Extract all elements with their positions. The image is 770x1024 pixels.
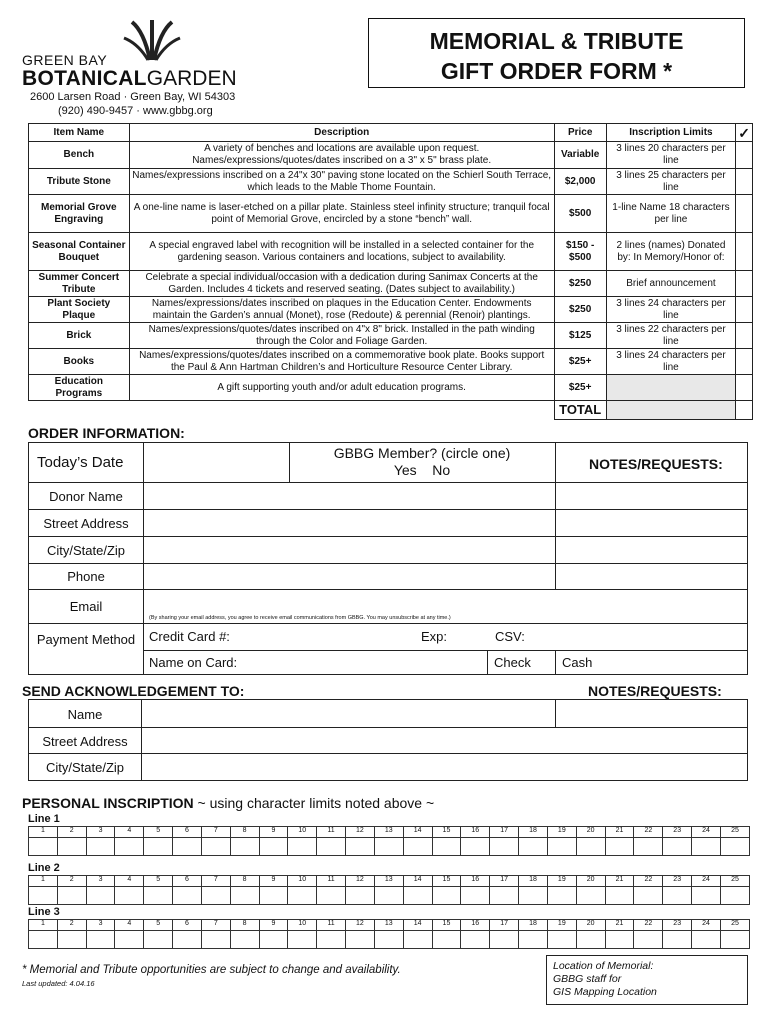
item-price: Variable	[554, 142, 606, 169]
item-name: Plant Society Plaque	[29, 297, 130, 323]
char-box[interactable]	[519, 838, 548, 856]
char-box[interactable]	[692, 931, 721, 949]
char-box[interactable]	[115, 887, 144, 905]
char-number: 16	[461, 920, 490, 931]
char-number: 6	[173, 920, 202, 931]
char-box[interactable]	[720, 931, 749, 949]
item-check-box[interactable]	[736, 169, 753, 195]
char-box[interactable]	[605, 887, 634, 905]
char-box[interactable]	[259, 931, 288, 949]
char-number: 17	[490, 920, 519, 931]
item-price: $500	[554, 195, 606, 233]
item-row	[29, 195, 753, 233]
item-price: $25+	[554, 375, 606, 401]
char-box[interactable]	[288, 838, 317, 856]
char-box[interactable]	[720, 838, 749, 856]
char-number: 4	[115, 876, 144, 887]
char-box[interactable]	[374, 931, 403, 949]
char-number: 8	[230, 827, 259, 838]
item-check-box[interactable]	[736, 142, 753, 169]
char-box[interactable]	[317, 887, 346, 905]
item-description: A gift supporting youth and/or adult education programs.	[129, 375, 554, 401]
item-check-box[interactable]	[736, 375, 753, 401]
char-box[interactable]	[57, 887, 86, 905]
char-box[interactable]	[144, 838, 173, 856]
char-number: 20	[576, 827, 605, 838]
payment-method-label: Payment Method	[36, 632, 136, 647]
item-price: $2,000	[554, 169, 606, 195]
city-label: City/State/Zip	[46, 543, 126, 558]
item-limits: 3 lines 22 characters per line	[606, 323, 736, 349]
ack-name-field[interactable]	[142, 700, 554, 727]
char-number: 18	[519, 876, 548, 887]
char-number: 2	[57, 876, 86, 887]
char-number: 12	[346, 827, 375, 838]
col-price: Price	[554, 124, 606, 142]
item-limits: Brief announcement	[606, 271, 736, 297]
char-number: 1	[29, 920, 58, 931]
char-number: 12	[346, 920, 375, 931]
char-box[interactable]	[634, 931, 663, 949]
char-box[interactable]	[692, 838, 721, 856]
char-box[interactable]	[374, 838, 403, 856]
csv-label: CSV:	[495, 629, 525, 644]
char-box[interactable]	[173, 931, 202, 949]
char-number: 18	[519, 827, 548, 838]
char-number: 22	[634, 920, 663, 931]
char-number: 9	[259, 827, 288, 838]
char-box[interactable]	[86, 931, 115, 949]
item-limits: 3 lines 25 characters per line	[606, 169, 736, 195]
char-number: 7	[201, 920, 230, 931]
char-number: 23	[663, 876, 692, 887]
char-box[interactable]	[490, 887, 519, 905]
char-number: 8	[230, 920, 259, 931]
email-label: Email	[69, 599, 103, 614]
char-number: 9	[259, 920, 288, 931]
char-box[interactable]	[288, 887, 317, 905]
char-box[interactable]	[29, 838, 58, 856]
char-box[interactable]	[576, 931, 605, 949]
char-box[interactable]	[605, 838, 634, 856]
char-number: 19	[547, 827, 576, 838]
total-label: TOTAL	[554, 401, 606, 420]
char-box[interactable]	[663, 838, 692, 856]
item-limits: 3 lines 24 characters per line	[606, 349, 736, 375]
char-number: 10	[288, 876, 317, 887]
char-number: 13	[374, 827, 403, 838]
line-1-label: Line 1	[28, 813, 60, 825]
disclaimer: * Memorial and Tribute opportunities are subject to change and availability.	[22, 964, 401, 976]
item-name: Brick	[29, 323, 130, 349]
item-row	[29, 169, 753, 195]
char-number: 7	[201, 827, 230, 838]
col-check: ✓	[736, 124, 753, 142]
char-number: 9	[259, 876, 288, 887]
order-info-box	[28, 442, 748, 675]
char-number: 17	[490, 876, 519, 887]
gift-options-table	[28, 123, 753, 420]
todays-date-label: Today’s Date	[37, 454, 124, 471]
char-number: 22	[634, 827, 663, 838]
char-number: 15	[432, 920, 461, 931]
item-price: $150 - $500	[554, 233, 606, 271]
char-box[interactable]	[519, 931, 548, 949]
char-box[interactable]	[57, 931, 86, 949]
char-box[interactable]	[29, 887, 58, 905]
char-number: 13	[374, 876, 403, 887]
name-on-card-label: Name on Card:	[149, 655, 238, 670]
fountain-logo-icon	[120, 16, 182, 62]
char-number: 14	[403, 920, 432, 931]
line-2-label: Line 2	[28, 862, 60, 874]
col-description: Description	[129, 124, 554, 142]
char-box[interactable]	[317, 931, 346, 949]
char-box[interactable]	[144, 887, 173, 905]
exp-label: Exp:	[421, 629, 448, 644]
notes-label: NOTES/REQUESTS:	[589, 456, 723, 472]
char-number: 8	[230, 876, 259, 887]
char-box[interactable]	[29, 931, 58, 949]
char-number: 25	[720, 827, 749, 838]
char-box[interactable]	[720, 887, 749, 905]
char-box[interactable]	[259, 887, 288, 905]
street-address: 2600 Larsen Road · Green Bay, WI 54303	[30, 91, 236, 103]
order-info-heading: ORDER INFORMATION:	[28, 425, 185, 441]
col-inscription-limits: Inscription Limits	[606, 124, 736, 142]
char-box[interactable]	[634, 838, 663, 856]
item-row	[29, 323, 753, 349]
char-number: 10	[288, 827, 317, 838]
char-box[interactable]	[663, 887, 692, 905]
last-updated: Last updated: 4.04.16	[22, 979, 95, 988]
item-row	[29, 233, 753, 271]
line-1-grid[interactable]	[28, 826, 750, 856]
item-row	[29, 271, 753, 297]
char-box[interactable]	[86, 887, 115, 905]
check-option[interactable]: Check	[494, 655, 531, 670]
item-check-box[interactable]	[736, 195, 753, 233]
item-name: Memorial Grove Engraving	[29, 195, 130, 233]
phone-label: Phone	[67, 569, 105, 584]
char-number: 21	[605, 920, 634, 931]
item-limits	[606, 375, 736, 401]
char-box[interactable]	[259, 838, 288, 856]
item-check-box[interactable]	[736, 297, 753, 323]
char-number: 24	[692, 920, 721, 931]
credit-card-label: Credit Card #:	[149, 629, 230, 644]
char-number: 4	[115, 920, 144, 931]
char-box[interactable]	[634, 887, 663, 905]
char-number: 11	[317, 920, 346, 931]
item-row	[29, 297, 753, 323]
char-box[interactable]	[663, 931, 692, 949]
char-box[interactable]	[576, 887, 605, 905]
char-box[interactable]	[490, 838, 519, 856]
char-box[interactable]	[346, 887, 375, 905]
item-description: A variety of benches and locations are available upon request. Names/expressions/quotes/dates inscribed on a 3" x 5" brass plate.	[129, 142, 554, 169]
char-box[interactable]	[115, 931, 144, 949]
ack-box	[28, 699, 748, 781]
char-box[interactable]	[490, 931, 519, 949]
char-box[interactable]	[201, 838, 230, 856]
item-description: Names/expressions/quotes/dates inscribed on a commemorative book plate. Books support the Paul & Ann Hartman Children’s and Horticulture Resource Center Library.	[129, 349, 554, 375]
char-number: 5	[144, 920, 173, 931]
char-number: 22	[634, 876, 663, 887]
inscription-heading: PERSONAL INSCRIPTION ~ using character limits noted above ~	[22, 795, 435, 811]
ack-city-field[interactable]	[142, 754, 746, 780]
item-name: Education Programs	[29, 375, 130, 401]
char-box[interactable]	[230, 931, 259, 949]
item-description: Names/expressions inscribed on a 24"x 30" paving stone located on the Schierl South Terrace, which leads to the Mable Thome Fountain.	[129, 169, 554, 195]
char-box[interactable]	[115, 838, 144, 856]
contact-info: (920) 490-9457 · www.gbbg.org	[58, 105, 213, 117]
char-box[interactable]	[201, 931, 230, 949]
item-check-box[interactable]	[736, 349, 753, 375]
char-number: 11	[317, 827, 346, 838]
char-number: 19	[547, 920, 576, 931]
line-3-grid[interactable]	[28, 919, 750, 949]
item-name: Books	[29, 349, 130, 375]
donor-name-field[interactable]	[144, 483, 554, 509]
item-price: $250	[554, 271, 606, 297]
char-number: 5	[144, 827, 173, 838]
char-number: 14	[403, 827, 432, 838]
item-limits: 3 lines 24 characters per line	[606, 297, 736, 323]
item-description: Names/expressions/dates inscribed on plaques in the Education Center. Endowments maintain the Garden’s annual (Monet), rose (Redoute) & perennial (Renoir) plantings.	[129, 297, 554, 323]
item-price: $125	[554, 323, 606, 349]
item-check-box[interactable]	[736, 323, 753, 349]
item-row	[29, 349, 753, 375]
char-box[interactable]	[230, 887, 259, 905]
ack-notes-label: NOTES/REQUESTS:	[588, 683, 722, 699]
char-number: 14	[403, 876, 432, 887]
char-box[interactable]	[692, 887, 721, 905]
item-description: Names/expressions/quotes/dates inscribed on 4"x 8" brick. Installed in the path winding through the Color and Foliage Garden.	[129, 323, 554, 349]
phone-field[interactable]	[144, 564, 554, 589]
ack-heading: SEND ACKNOWLEDGEMENT TO:	[22, 683, 245, 699]
item-limits: 3 lines 20 characters per line	[606, 142, 736, 169]
char-number: 18	[519, 920, 548, 931]
char-box[interactable]	[605, 931, 634, 949]
char-box[interactable]	[173, 838, 202, 856]
item-row	[29, 375, 753, 401]
char-box[interactable]	[461, 931, 490, 949]
donor-name-label: Donor Name	[49, 489, 123, 504]
char-box[interactable]	[403, 887, 432, 905]
char-box[interactable]	[403, 838, 432, 856]
char-box[interactable]	[461, 887, 490, 905]
char-box[interactable]	[86, 838, 115, 856]
char-box[interactable]	[461, 838, 490, 856]
char-number: 23	[663, 827, 692, 838]
member-yes-no[interactable]: Yes No	[393, 462, 451, 478]
char-box[interactable]	[432, 931, 461, 949]
item-name: Summer Concert Tribute	[29, 271, 130, 297]
char-number: 6	[173, 876, 202, 887]
char-number: 24	[692, 876, 721, 887]
logo-subtitle: GREEN BAY	[22, 52, 108, 68]
char-number: 2	[57, 827, 86, 838]
char-number: 5	[144, 876, 173, 887]
char-number: 15	[432, 876, 461, 887]
char-number: 3	[86, 920, 115, 931]
item-price: $25+	[554, 349, 606, 375]
total-field[interactable]	[606, 401, 736, 420]
char-number: 25	[720, 876, 749, 887]
item-check-box[interactable]	[736, 271, 753, 297]
char-box[interactable]	[288, 931, 317, 949]
char-box[interactable]	[547, 931, 576, 949]
char-box[interactable]	[374, 887, 403, 905]
char-number: 25	[720, 920, 749, 931]
item-limits: 1-line Name 18 characters per line	[606, 195, 736, 233]
char-box[interactable]	[57, 838, 86, 856]
member-question: GBBG Member? (circle one) Yes No	[289, 445, 555, 479]
col-item-name: Item Name	[29, 124, 130, 142]
item-description: Celebrate a special individual/occasion with a dedication during Sanimax Concerts at the Garden. Includes 4 tickets and reserved seating. (Dates subject to availability.)	[129, 271, 554, 297]
char-number: 20	[576, 920, 605, 931]
char-number: 19	[547, 876, 576, 887]
email-consent-note: (By sharing your email address, you agree to receive email communications from GBBG. You may unsubscribe at any time.)	[149, 615, 451, 621]
char-number: 4	[115, 827, 144, 838]
item-limits: 2 lines (names) Donated by: In Memory/Honor of:	[606, 233, 736, 271]
ack-street-label: Street Address	[42, 734, 128, 749]
city-field[interactable]	[144, 537, 554, 563]
char-number: 11	[317, 876, 346, 887]
char-number: 17	[490, 827, 519, 838]
street-address-field[interactable]	[144, 510, 554, 536]
char-number: 13	[374, 920, 403, 931]
char-box[interactable]	[547, 887, 576, 905]
logo-wordmark: BOTANICALGARDEN	[22, 67, 237, 90]
item-name: Bench	[29, 142, 130, 169]
char-number: 3	[86, 876, 115, 887]
char-box[interactable]	[346, 931, 375, 949]
ack-city-label: City/State/Zip	[45, 760, 125, 775]
item-name: Tribute Stone	[29, 169, 130, 195]
char-number: 21	[605, 827, 634, 838]
street-address-label: Street Address	[43, 516, 129, 531]
item-row	[29, 142, 753, 169]
char-box[interactable]	[519, 887, 548, 905]
char-box[interactable]	[346, 838, 375, 856]
char-box[interactable]	[144, 931, 173, 949]
total-check[interactable]	[736, 401, 753, 420]
char-box[interactable]	[317, 838, 346, 856]
char-number: 6	[173, 827, 202, 838]
char-number: 21	[605, 876, 634, 887]
char-number: 1	[29, 827, 58, 838]
char-number: 12	[346, 876, 375, 887]
char-number: 3	[86, 827, 115, 838]
item-description: A one-line name is laser-etched on a pillar plate. Stainless steel infinity structure; tranquil focal point of Memorial Grove, encircled by a stone “bench” wall.	[129, 195, 554, 233]
char-number: 24	[692, 827, 721, 838]
line-2-grid[interactable]	[28, 875, 750, 905]
ack-name-label: Name	[67, 707, 103, 722]
location-box: Location of Memorial: GBBG staff for GIS Mapping Location	[546, 955, 748, 1005]
form-title: MEMORIAL & TRIBUTE GIFT ORDER FORM *	[368, 18, 745, 88]
address-block	[30, 90, 235, 118]
char-number: 2	[57, 920, 86, 931]
char-number: 16	[461, 876, 490, 887]
todays-date-field[interactable]	[143, 443, 289, 482]
char-box[interactable]	[432, 887, 461, 905]
item-description: A special engraved label with recognition will be installed in a selected container for the gardening season. Various containers and locations, subject to availability.	[129, 233, 554, 271]
cash-option[interactable]: Cash	[562, 655, 593, 670]
char-box[interactable]	[576, 838, 605, 856]
item-check-box[interactable]	[736, 233, 753, 271]
char-box[interactable]	[547, 838, 576, 856]
item-price: $250	[554, 297, 606, 323]
char-box[interactable]	[403, 931, 432, 949]
char-box[interactable]	[173, 887, 202, 905]
char-number: 16	[461, 827, 490, 838]
char-number: 7	[201, 876, 230, 887]
char-number: 23	[663, 920, 692, 931]
ack-street-field[interactable]	[142, 728, 746, 753]
item-name: Seasonal Container Bouquet	[29, 233, 130, 271]
char-number: 10	[288, 920, 317, 931]
char-number: 15	[432, 827, 461, 838]
line-3-label: Line 3	[28, 906, 60, 918]
char-box[interactable]	[230, 838, 259, 856]
char-number: 1	[29, 876, 58, 887]
char-number: 20	[576, 876, 605, 887]
char-box[interactable]	[201, 887, 230, 905]
char-box[interactable]	[432, 838, 461, 856]
